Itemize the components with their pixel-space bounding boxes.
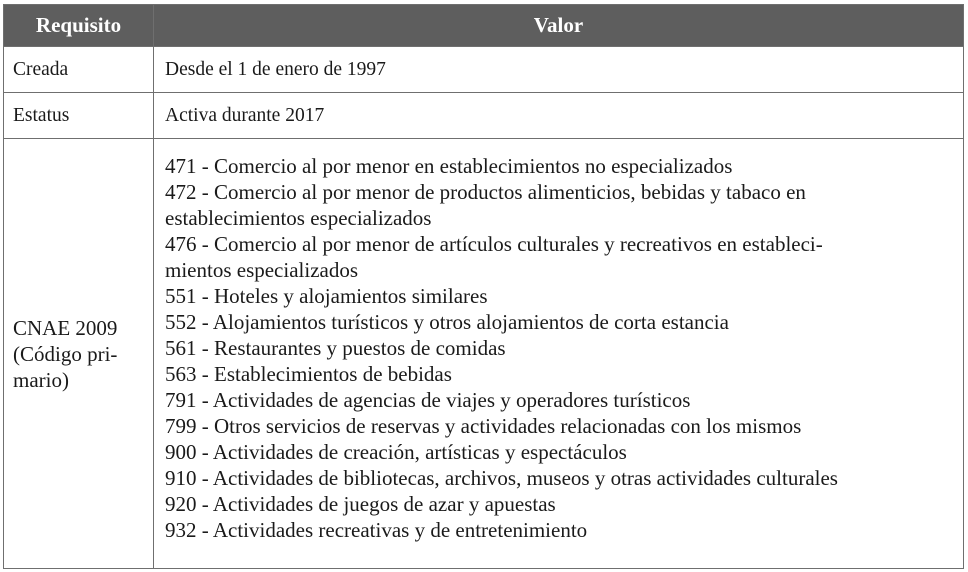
row-estatus-valor: Activa durante 2017 (154, 93, 964, 139)
cnae-requisito (4, 139, 154, 569)
header-valor: Valor (154, 5, 964, 47)
cnae-requisito-line: mario) (13, 367, 69, 392)
cnae-code-line: 932 - Actividades recreativas y de entretenimiento (165, 518, 588, 542)
table-row-cnae (4, 139, 964, 569)
cnae-requisito-line: (Código pri- (13, 341, 118, 366)
cnae-code-line: establecimientos especializados (165, 206, 432, 230)
table-row (4, 93, 964, 139)
table-header-row (4, 5, 964, 47)
header-requisito: Requisito (4, 5, 154, 47)
cnae-code-line: 563 - Establecimientos de bebidas (165, 362, 452, 386)
cnae-code-line: 471 - Comercio al por menor en establecimientos no especializados (165, 154, 733, 178)
cnae-code-line: mientos especializados (165, 258, 359, 282)
requirements-table (3, 4, 964, 569)
row-estatus-requisito: Estatus (4, 93, 154, 139)
table-row (4, 47, 964, 93)
cnae-code-line: 552 - Alojamientos turísticos y otros alojamientos de corta estancia (165, 310, 729, 334)
cnae-requisito-line: CNAE 2009 (13, 315, 118, 340)
row-creada-requisito: Creada (4, 47, 154, 93)
cnae-code-line: 561 - Restaurantes y puestos de comidas (165, 336, 506, 360)
cnae-code-line: 476 - Comercio al por menor de artículos culturales y recreativos en estableci- (165, 232, 823, 256)
row-creada-valor: Desde el 1 de enero de 1997 (154, 47, 964, 93)
cnae-code-line: 900 - Actividades de creación, artísticas y espectáculos (165, 440, 627, 464)
cnae-code-line: 551 - Hoteles y alojamientos similares (165, 284, 488, 308)
cnae-code-line: 920 - Actividades de juegos de azar y apuestas (165, 492, 556, 516)
cnae-code-line: 799 - Otros servicios de reservas y actividades relacionadas con los mismos (165, 414, 802, 438)
cnae-code-line: 472 - Comercio al por menor de productos alimenticios, bebidas y tabaco en (165, 180, 806, 204)
cnae-code-line: 791 - Actividades de agencias de viajes y operadores turísticos (165, 388, 691, 412)
cnae-code-line: 910 - Actividades de bibliotecas, archivos, museos y otras actividades culturales (165, 466, 838, 490)
cnae-code-list (154, 139, 964, 569)
